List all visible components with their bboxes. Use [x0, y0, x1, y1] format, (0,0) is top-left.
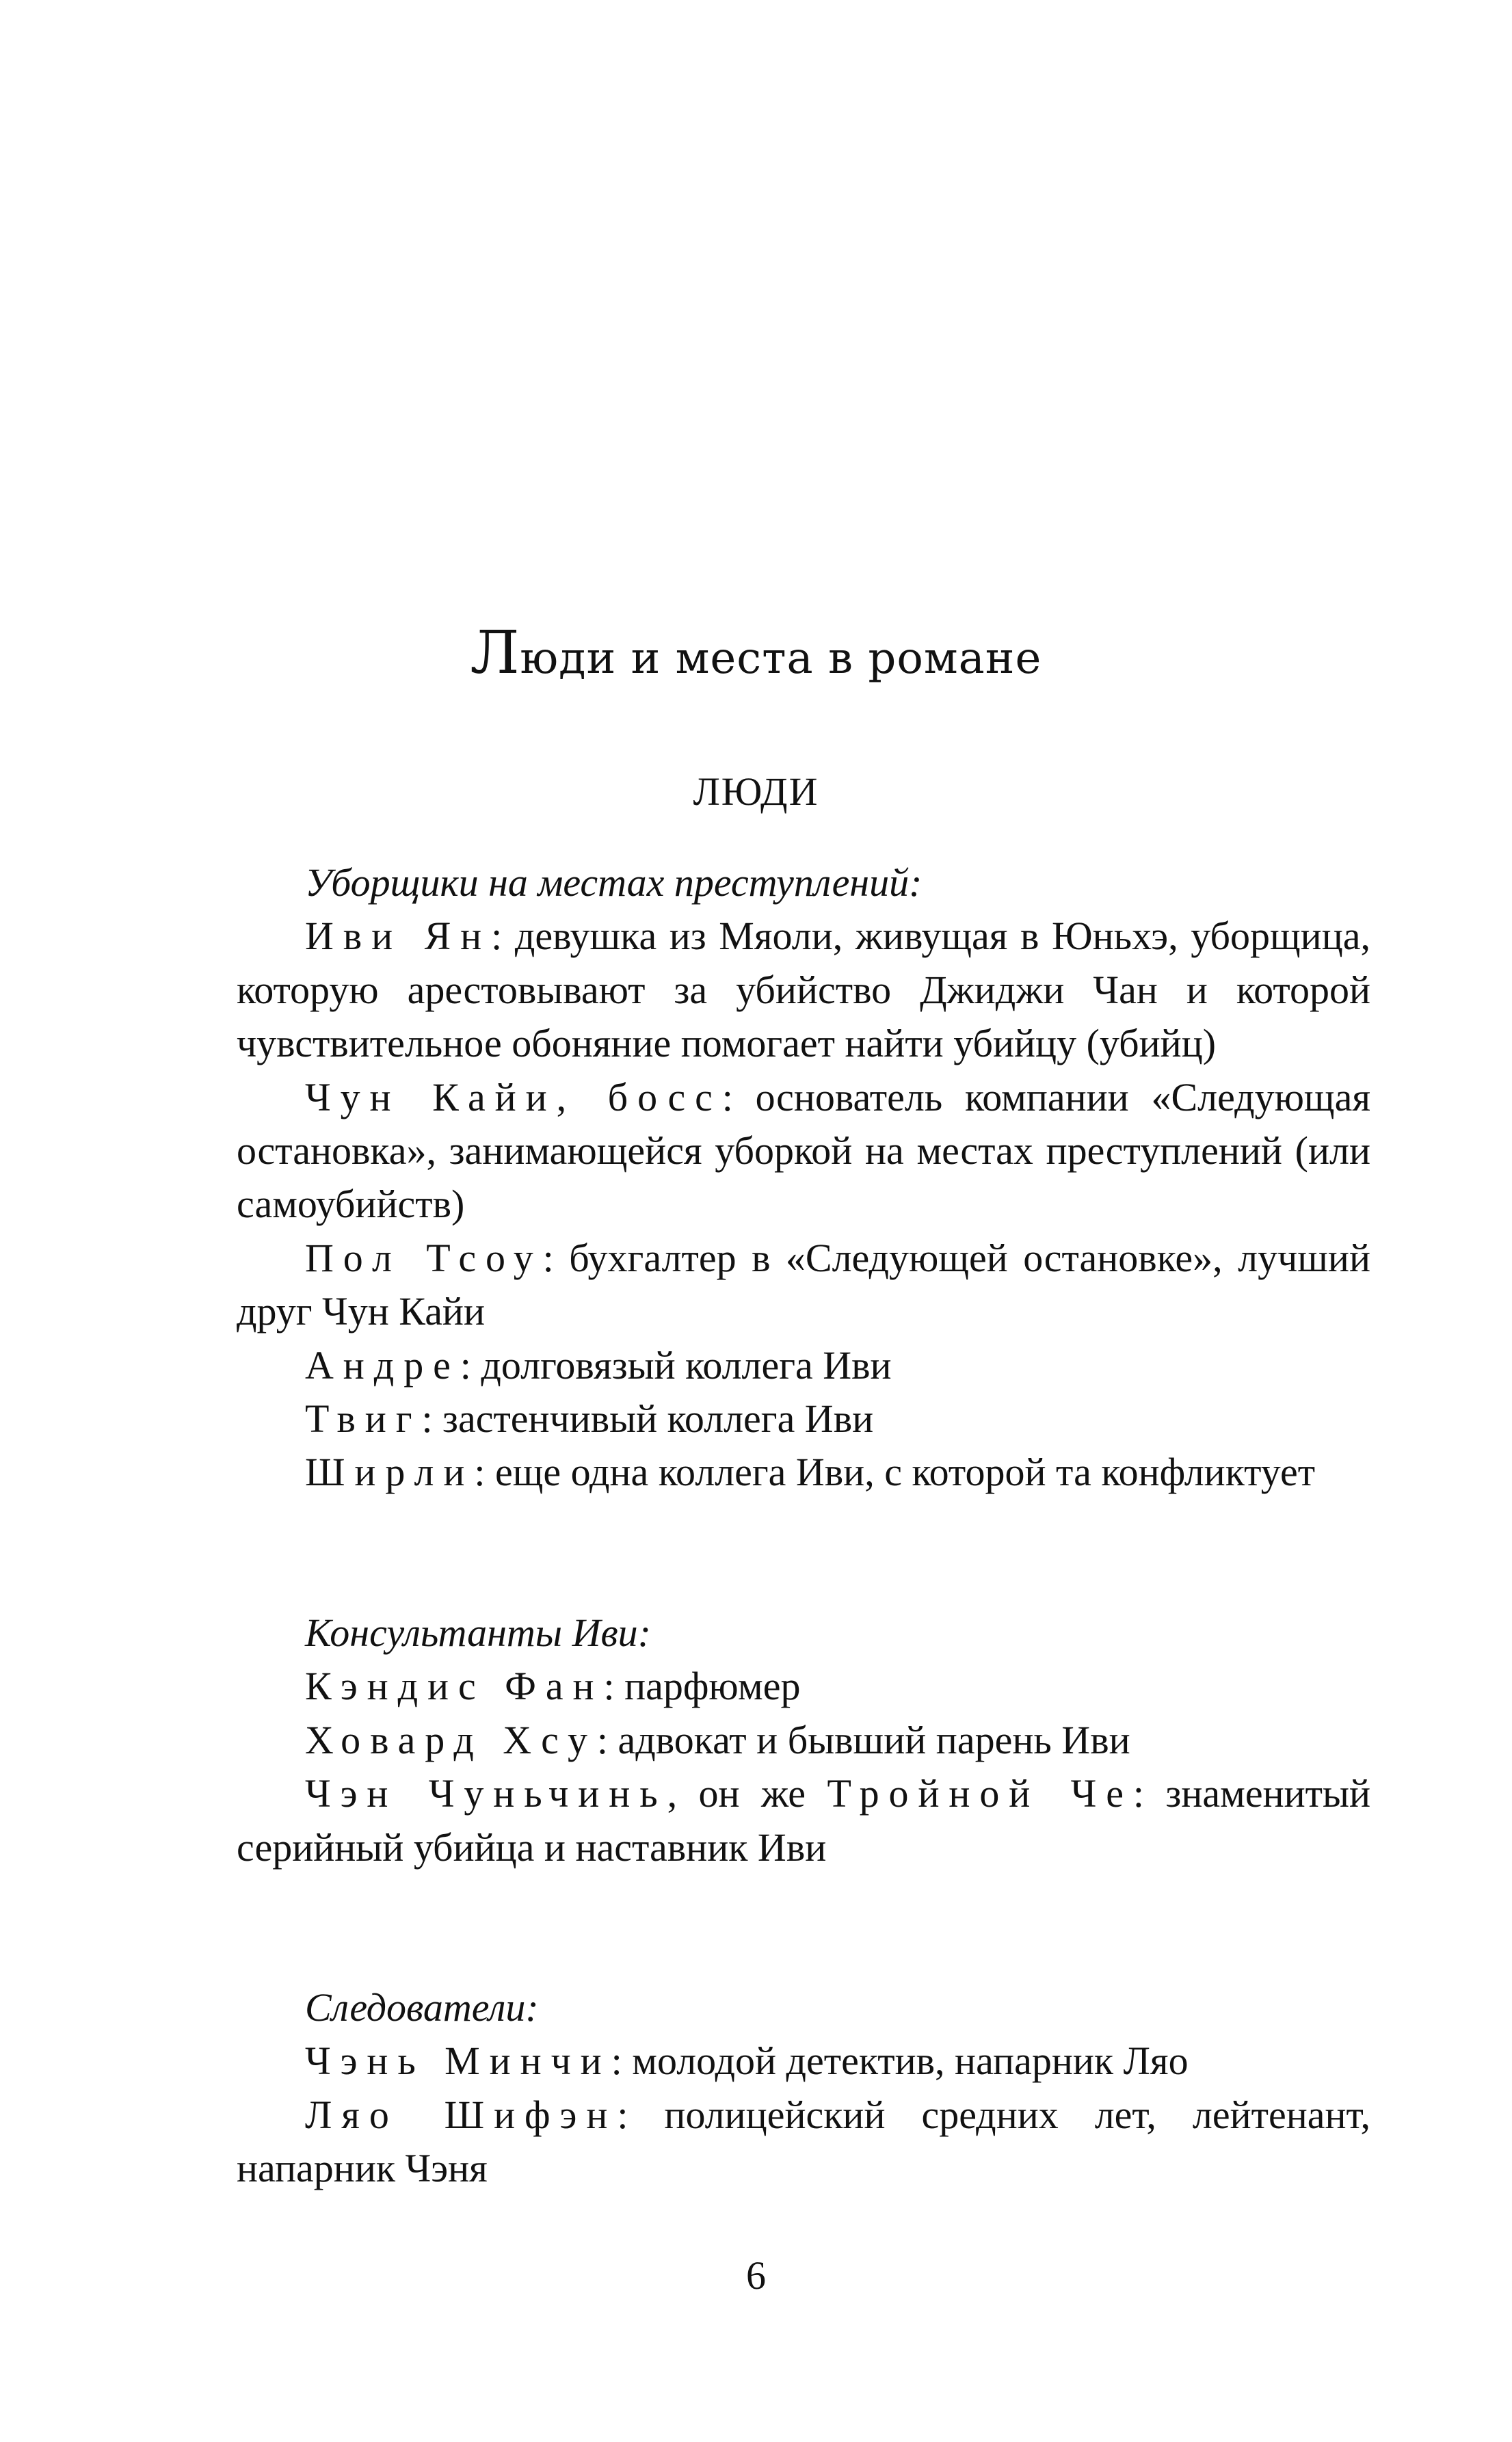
- group-title-investigators: Следователи:: [305, 1985, 539, 2030]
- character-name: Ширли: [305, 1450, 475, 1495]
- title-first-letter: Л: [470, 619, 520, 687]
- character-description: : полицейский средних лет, лейтенант, напарник Чэня: [237, 2092, 1370, 2191]
- character-alias: Тройной Че: [827, 1771, 1133, 1816]
- list-item: [237, 2088, 1370, 2196]
- character-description: : застенчивый коллега Иви: [421, 1396, 874, 1442]
- character-description: : основатель компании «Следующая остановка», занимающейся уборкой на местах преступлений (или самоубийств): [237, 1074, 1370, 1227]
- character-name: Ляо Шифэн: [305, 2092, 618, 2137]
- list-item: [237, 1660, 1370, 1713]
- character-name: Чэн Чуньчинь: [305, 1771, 667, 1816]
- character-alias-connector: , он же: [667, 1771, 827, 1816]
- character-name: Иви Ян: [305, 914, 492, 959]
- character-name: Чэнь Минчи: [305, 2039, 611, 2084]
- character-description: : долговязый коллега Иви: [460, 1342, 892, 1388]
- group-title-consultants: Консультанты Иви:: [305, 1610, 651, 1655]
- character-description: : парфюмер: [603, 1664, 801, 1709]
- character-description: : адвокат и бывший парень Иви: [596, 1717, 1130, 1762]
- list-item: [237, 1392, 1370, 1446]
- page-number: 6: [746, 2253, 766, 2298]
- list-item: [237, 1232, 1370, 1339]
- section-heading: ЛЮДИ: [693, 769, 819, 814]
- list-item: [237, 1714, 1370, 1767]
- list-item: [237, 2034, 1370, 2088]
- list-item: [237, 1339, 1370, 1392]
- character-description: : бухгалтер в «Следующей остановке», лучший друг Чун Кайи: [237, 1235, 1370, 1334]
- page-title: [0, 615, 1512, 696]
- character-name: Кэндис Фан: [305, 1664, 604, 1709]
- title-rest: юди и места в романе: [520, 633, 1042, 684]
- group-spacer: [237, 1500, 1370, 1606]
- character-description: : молодой детектив, напарник Ляо: [611, 2039, 1189, 2084]
- list-item: [237, 910, 1370, 1070]
- character-description: : девушка из Мяоли, живущая в Юньхэ, уборщица, которую арестовывают за убийство Джиджи Чан и которой чувствительное обоняние помогает найти убийцу (убийц): [237, 914, 1370, 1066]
- character-name: Чун Кайи, босс: [305, 1074, 722, 1119]
- character-list: [237, 856, 1370, 2196]
- character-name: Твиг: [305, 1396, 422, 1442]
- group-title-cleaners: Уборщики на местах преступлений:: [305, 860, 923, 905]
- character-description: : еще одна коллега Иви, с которой та конфликтует: [474, 1450, 1316, 1495]
- character-name: Пол Тсоу: [305, 1235, 543, 1280]
- list-item: [237, 1446, 1370, 1499]
- list-item: [237, 1071, 1370, 1232]
- character-description: : знаменитый серийный убийца и наставник Иви: [237, 1771, 1371, 1870]
- list-item: [237, 1767, 1370, 1874]
- character-name: Андре: [305, 1342, 460, 1388]
- character-name: Ховард Хсу: [305, 1717, 597, 1762]
- group-spacer: [237, 1874, 1370, 1981]
